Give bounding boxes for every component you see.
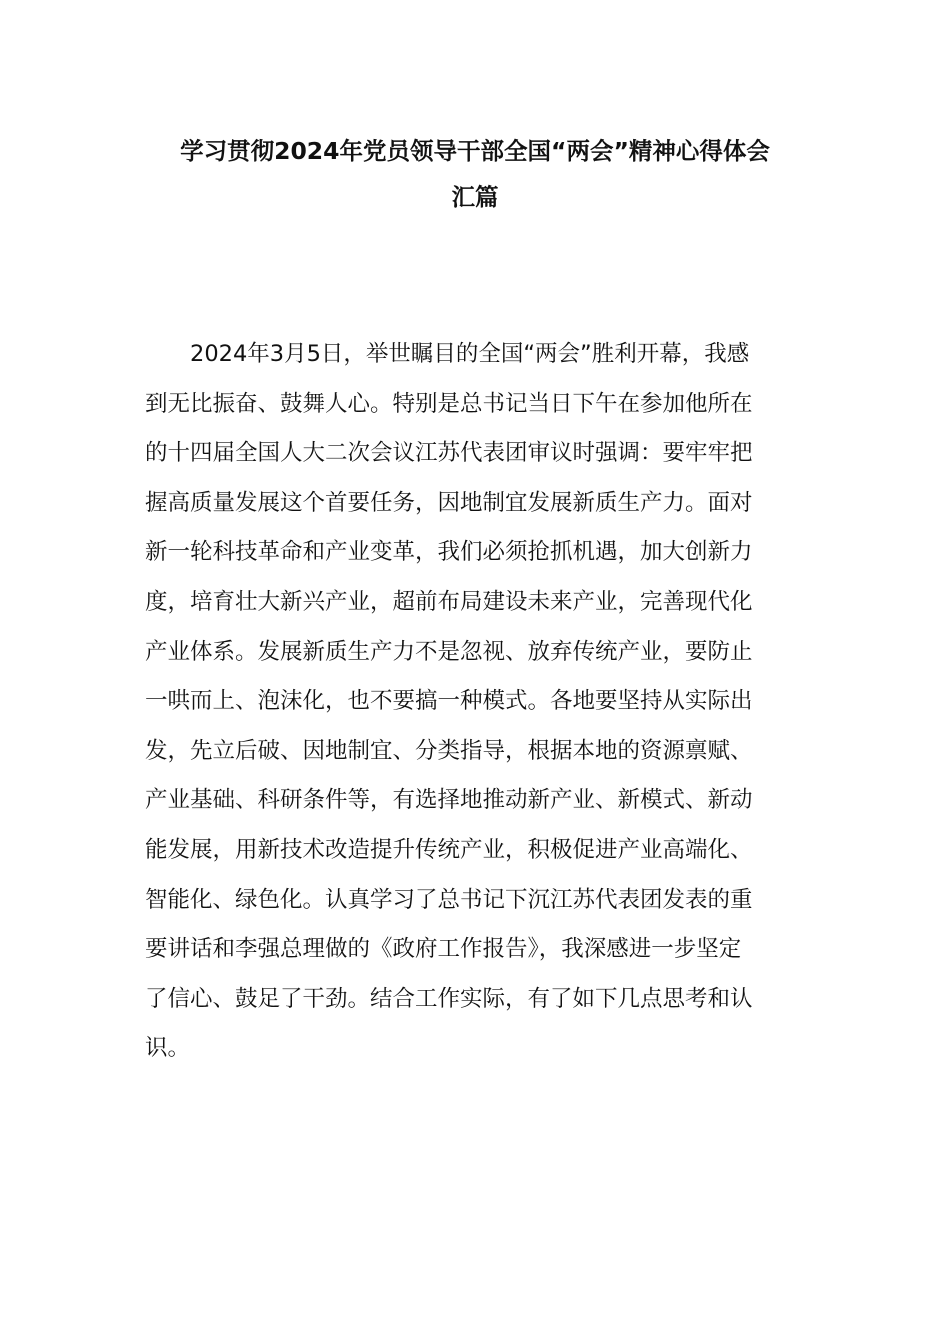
paragraph-line: 识。 <box>145 1035 191 1062</box>
paragraph-line: 能发展，用新技术改造提升传统产业，积极促进产业高端化、 <box>145 836 753 863</box>
paragraph-line: 一哄而上、泡沫化，也不要搞一种模式。各地要坚持从实际出 <box>145 688 753 715</box>
paragraph-line: 要讲话和李强总理做的《政府工作报告》，我深感进一步坚定 <box>145 936 742 963</box>
paragraph-line: 产业基础、科研条件等，有选择地推动新产业、新模式、新动 <box>145 787 753 814</box>
paragraph-line: 产业体系。发展新质生产力不是忽视、放弃传统产业，要防止 <box>145 638 753 665</box>
document-title-line-1: 学习贯彻2024年党员领导干部全国“两会”精神心得体会 <box>180 137 770 165</box>
paragraph-line: 智能化、绿色化。认真学习了总书记下沉江苏代表团发表的重 <box>145 886 753 913</box>
paragraph-line: 了信心、鼓足了干劲。结合工作实际，有了如下几点思考和认 <box>145 985 753 1012</box>
document-title <box>120 128 830 220</box>
paragraph-line: 握高质量发展这个首要任务，因地制宜发展新质生产力。面对 <box>145 489 753 516</box>
body-paragraph <box>145 330 805 1074</box>
paragraph-line: 发，先立后破、因地制宜、分类指导，根据本地的资源禀赋、 <box>145 737 753 764</box>
paragraph-line: 的十四届全国人大二次会议江苏代表团审议时强调：要牢牢把 <box>145 440 753 467</box>
paragraph-line: 到无比振奋、鼓舞人心。特别是总书记当日下午在参加他所在 <box>145 390 753 417</box>
paragraph-line: 2024年3月5日，举世瞩目的全国“两会”胜利开幕，我感 <box>190 341 750 367</box>
document-title-line-2: 汇篇 <box>451 183 499 211</box>
paragraph-line: 新一轮科技革命和产业变革，我们必须抢抓机遇，加大创新力 <box>145 539 753 566</box>
paragraph-line: 度，培育壮大新兴产业，超前布局建设未来产业，完善现代化 <box>145 588 753 615</box>
